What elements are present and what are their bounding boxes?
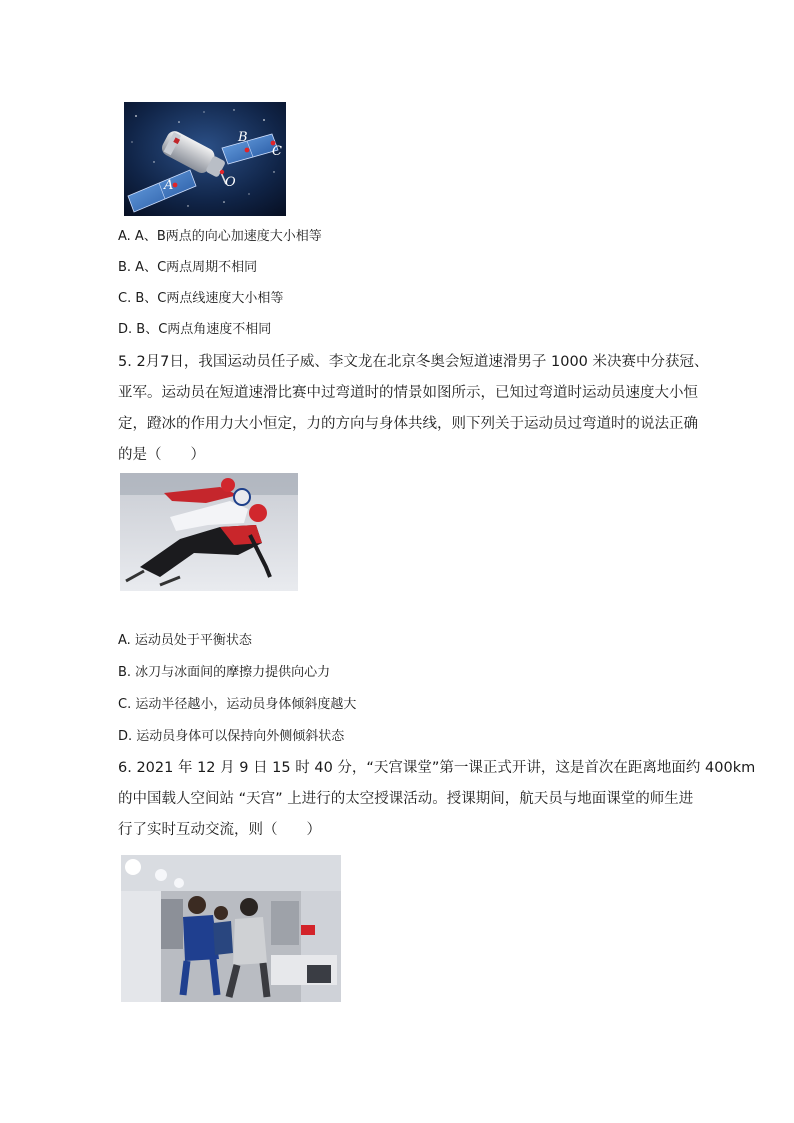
space-station-figure <box>124 102 286 216</box>
speed-skating-photo <box>120 473 298 591</box>
point-b-marker <box>245 148 250 153</box>
q5-option-b: B. 冰刀与冰面间的摩擦力提供向心力 <box>118 665 331 680</box>
q4-option-b: B. A、C两点周期不相同 <box>118 260 258 275</box>
point-o-marker <box>220 170 224 174</box>
q5-stem-line-4: 的是（ ） <box>118 447 205 463</box>
label-a: A <box>164 178 174 193</box>
q5-option-c: C. 运动半径越小，运动员身体倾斜度越大 <box>118 697 357 712</box>
space-station-interior-photo <box>121 855 341 1002</box>
q6-stem-line-3: 行了实时互动交流，则（ ） <box>118 822 321 838</box>
q4-option-d: D. B、C两点角速度不相同 <box>118 322 272 337</box>
q6-stem-line-2: 的中国载人空间站 “天宫” 上进行的太空授课活动。授课期间，航天员与地面课堂的师生进 <box>118 791 694 807</box>
q4-option-a: A. A、B两点的向心加速度大小相等 <box>118 229 322 244</box>
q5-stem-line-3: 定，蹬冰的作用力大小恒定，力的方向与身体共线，则下列关于运动员过弯道时的说法正确 <box>118 416 698 432</box>
q5-stem-line-2: 亚军。运动员在短道速滑比赛中过弯道时的情景如图所示，已知过弯道时运动员速度大小恒 <box>118 385 698 401</box>
q5-stem-line-1: 5. 2月7日，我国运动员任子威、李文龙在北京冬奥会短道速滑男子 1000 米决赛中分获冠、 <box>118 354 709 370</box>
space-station-interior-drawing <box>121 855 341 1002</box>
label-o: O <box>225 175 236 190</box>
label-b: B <box>238 130 248 145</box>
speed-skating-drawing <box>120 473 298 591</box>
q4-option-c: C. B、C两点线速度大小相等 <box>118 291 284 306</box>
q5-option-a: A. 运动员处于平衡状态 <box>118 633 252 648</box>
q5-option-d: D. 运动员身体可以保持向外侧倾斜状态 <box>118 729 345 744</box>
label-c: C <box>272 144 282 159</box>
q6-stem-line-1: 6. 2021 年 12 月 9 日 15 时 40 分，“天宫课堂”第一课正式开讲，这是首次在距离地面约 400km <box>118 760 756 776</box>
space-station-drawing <box>124 102 286 216</box>
